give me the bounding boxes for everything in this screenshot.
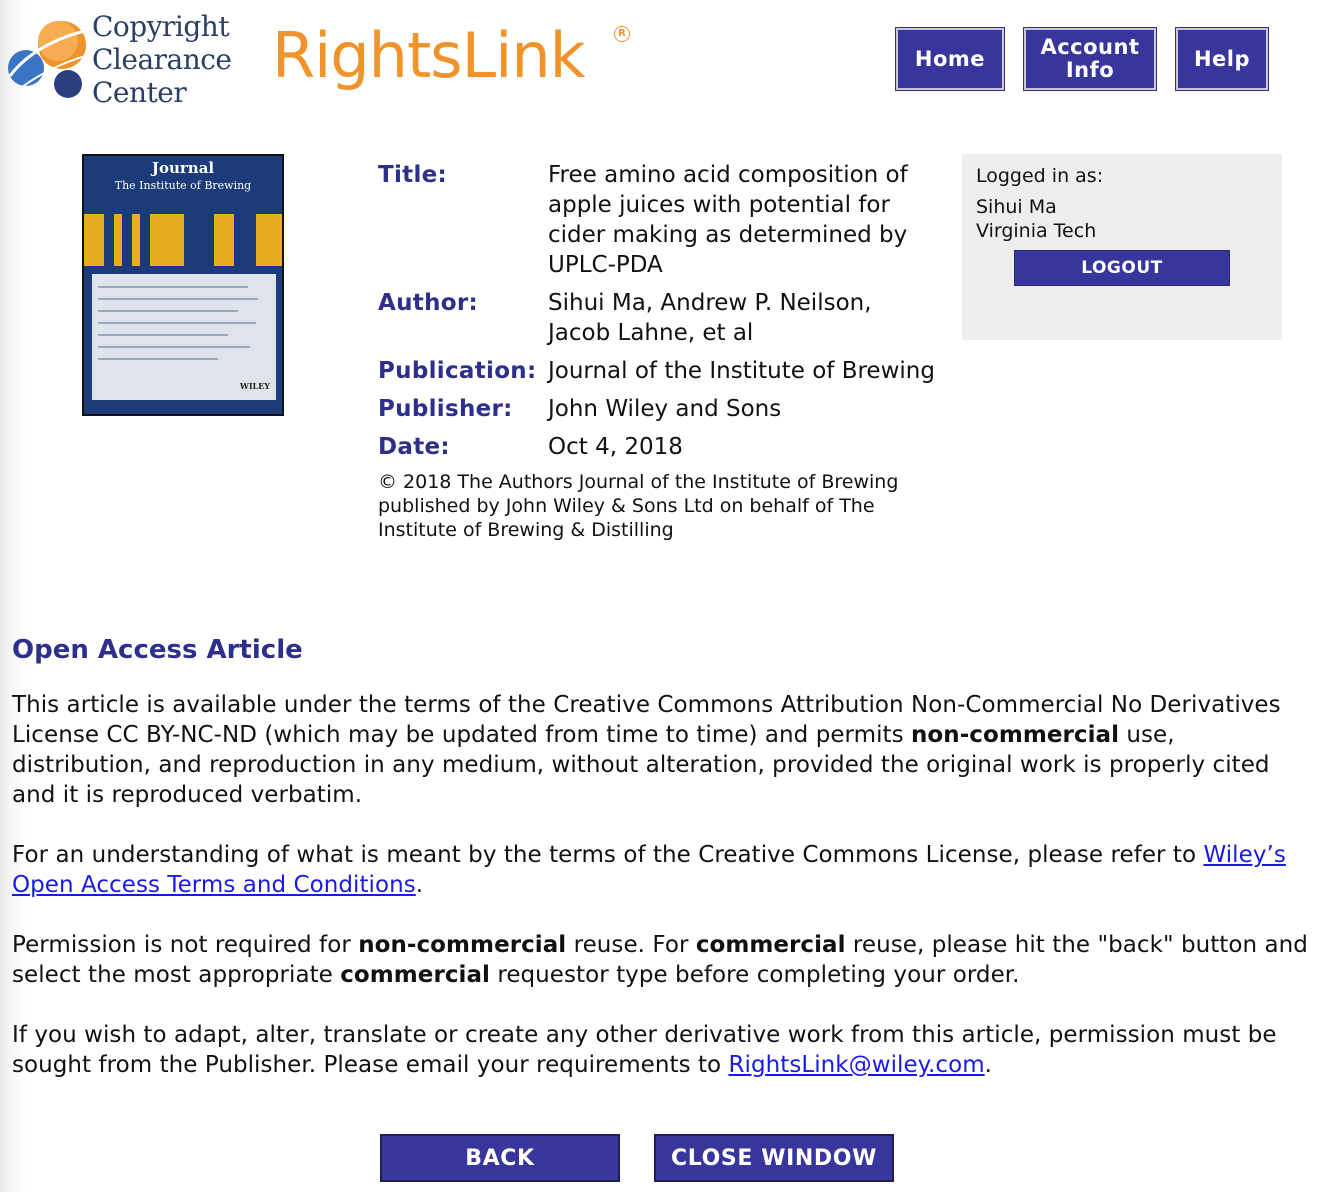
registered-mark-icon: R [614,26,630,42]
publication-value: Journal of the Institute of Brewing [548,358,935,384]
copyright-notice: © 2018 The Authors Journal of the Institute of Brewing published by John Wiley & Sons Ltd on behalf of The Institute of Brewing & Distilling [378,471,899,541]
author-value: Sihui Ma, Andrew P. Neilson, Jacob Lahne, et al [548,290,872,346]
cover-text-line [98,358,218,360]
cover-bar [122,214,132,266]
cover-text-line [98,334,228,336]
cover-text-line [98,322,256,324]
account-info-button[interactable] [1024,28,1156,90]
p3-text-e: reuse, please hit the "back" button and select the most appropriate [12,932,1308,988]
cover-text-line [98,310,238,312]
date-row [378,432,948,462]
close-window-button[interactable]: CLOSE WINDOW [654,1134,894,1182]
title-row [378,160,948,280]
p3-bold-d: commercial [695,932,846,958]
ccc-line-1: Copyright [92,10,230,43]
permission-paragraph [12,930,1312,990]
author-row [378,288,948,348]
journal-cover-image [82,154,284,416]
title-value: Free amino acid composition of apple juices with potential for cider making as determined by UPLC-PDA [548,162,908,278]
back-button[interactable]: BACK [380,1134,620,1182]
cover-text-line [98,346,250,348]
logged-in-organization: Virginia Tech [976,220,1097,242]
logged-in-panel [962,154,1282,340]
publication-row [378,356,948,386]
help-button[interactable] [1176,28,1268,90]
ccc-logo-text [92,10,232,109]
p4-text-c: . [984,1052,993,1078]
publication-label: Publication: [378,358,537,384]
date-value: Oct 4, 2018 [548,434,683,460]
p3-bold-b: non-commercial [358,932,567,958]
cover-bar [184,214,214,266]
ccc-line-2: Clearance [92,43,232,76]
author-label: Author: [378,290,478,316]
home-button-label: Home [914,46,986,71]
date-label: Date: [378,434,450,460]
publisher-label: Publisher: [378,396,513,422]
rightslink-email-link[interactable]: RightsLink@wiley.com [728,1052,985,1078]
publisher-value: John Wiley and Sons [548,396,782,422]
account-info-label [1040,36,1139,82]
article-metadata [378,160,948,542]
cover-text-line [98,286,248,288]
p4-text-a: If you wish to adapt, alter, translate or create any other derivative work from this article, permission must be sought from the Publisher. Please email your requirements to [12,1022,1277,1078]
logged-in-user-name: Sihui Ma [976,196,1057,218]
title-label: Title: [378,162,448,188]
logged-in-label: Logged in as: [976,165,1104,187]
p3-text-c: reuse. For [566,932,696,958]
p3-text-g: requestor type before completing your order. [489,962,1020,988]
p1-bold: non-commercial [911,722,1120,748]
p1-text-a: This article is available under the terms of the Creative Commons Attribution Non-Commercial No Derivatives License CC BY-NC-ND (which may be updated from time to time) and permits [12,692,1281,748]
home-button[interactable] [896,28,1004,90]
publisher-row [378,394,948,424]
cover-header [84,156,282,208]
p2-text-a: For an understanding of what is meant by the terms of the Creative Commons License, please refer to [12,842,1204,868]
cover-subtitle: The Institute of Brewing [114,179,252,192]
help-button-label: Help [1193,46,1251,71]
cover-bar [140,214,150,266]
p3-bold-f: commercial [340,962,490,988]
derivative-work-paragraph [12,1020,1312,1080]
cover-text-line [98,298,258,300]
rightslink-logo: RightsLink [272,19,585,92]
account-info-line-2: Info [1065,58,1115,82]
cover-publisher-mark: WILEY [239,381,270,391]
open-access-heading: Open Access Article [12,635,303,665]
open-access-terms-link[interactable]: Wiley’s Open Access Terms and Conditions [12,842,1286,898]
ccc-line-3: Center [92,76,187,109]
cover-journal-title: Journal [151,159,215,177]
p1-text-c: use, distribution, and reproduction in any medium, without alteration, provided the original work is properly cited and it is reproduced verbatim. [12,722,1270,808]
terms-paragraph [12,840,1312,900]
account-info-line-1: Account [1040,35,1140,59]
license-paragraph [12,690,1312,810]
cover-bar [104,214,114,266]
cover-bar [234,214,256,266]
p3-text-a: Permission is not required for [12,932,359,958]
logout-button[interactable]: LOGOUT [1014,250,1230,286]
p2-text-c: . [415,872,424,898]
cover-footer-band [84,402,282,416]
